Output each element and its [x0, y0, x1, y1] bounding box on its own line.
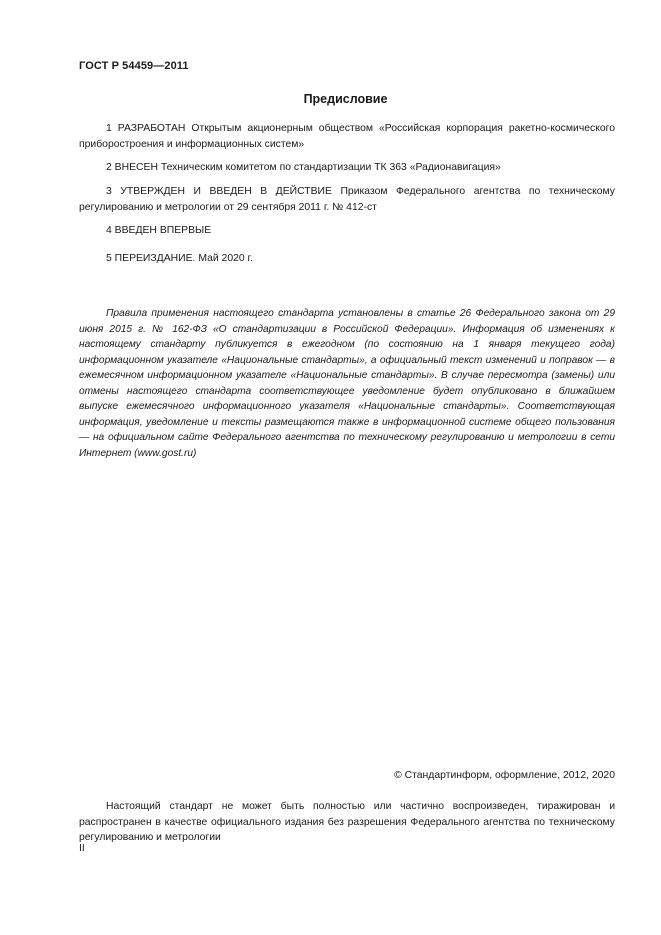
- page-number: II: [79, 843, 85, 854]
- page-title: Предисловие: [303, 92, 388, 106]
- reproduction-notice: Настоящий стандарт не может быть полностью или частично воспроизведен, тиражирован и распространен в качестве официального издания без разрешения Федерального агентства по техническому регулированию и метрологии: [79, 801, 615, 843]
- copyright-line: © Стандартинформ, оформление, 2012, 2020: [394, 770, 615, 781]
- foreword-paragraph-2: 2 ВНЕСЕН Техническим комитетом по стандартизации ТК 363 «Радионавигация»: [106, 162, 501, 173]
- foreword-paragraph-3: 3 УТВЕРЖДЕН И ВВЕДЕН В ДЕЙСТВИЕ Приказом Федерального агентства по техническому регулированию и метрологии от 29 сентября 2011 г. № 412-ст: [79, 186, 615, 213]
- foreword-paragraph-1: 1 РАЗРАБОТАН Открытым акционерным обществом «Российская корпорация ракетно-космического приборостроения и информационных систем»: [79, 123, 615, 150]
- application-rules-notice: Правила применения настоящего стандарта установлены в статье 26 Федерального закона от 29 июня 2015 г. № 162-ФЗ «О стандартизации в Российской Федерации». Информация об изменениях к настоящему стандарту публикуется в ежегодном (по состоянию на 1 января текущего года) информационном указателе «Национальные стандарты», а официальный текст изменений и поправок — в ежемесячном информационном указателе «Национальные стандарты». В случае пересмотра (замены) или отмены настоящего стандарта соответствующее уведомление будет опубликовано в ближайшем выпуске ежемесячного информационного указателя «Национальные стандарты». Соответствующая информация, уведомление и тексты размещаются также в информационной системе общего пользования — на официальном сайте Федерального агентства по техническому регулированию и метрологии в сети Интернет (www.gost.ru): [79, 308, 615, 459]
- foreword-paragraph-5: 5 ПЕРЕИЗДАНИЕ. Май 2020 г.: [106, 253, 253, 264]
- standard-id-header: ГОСТ Р 54459—2011: [79, 60, 189, 72]
- foreword-paragraph-4: 4 ВВЕДЕН ВПЕРВЫЕ: [106, 225, 212, 236]
